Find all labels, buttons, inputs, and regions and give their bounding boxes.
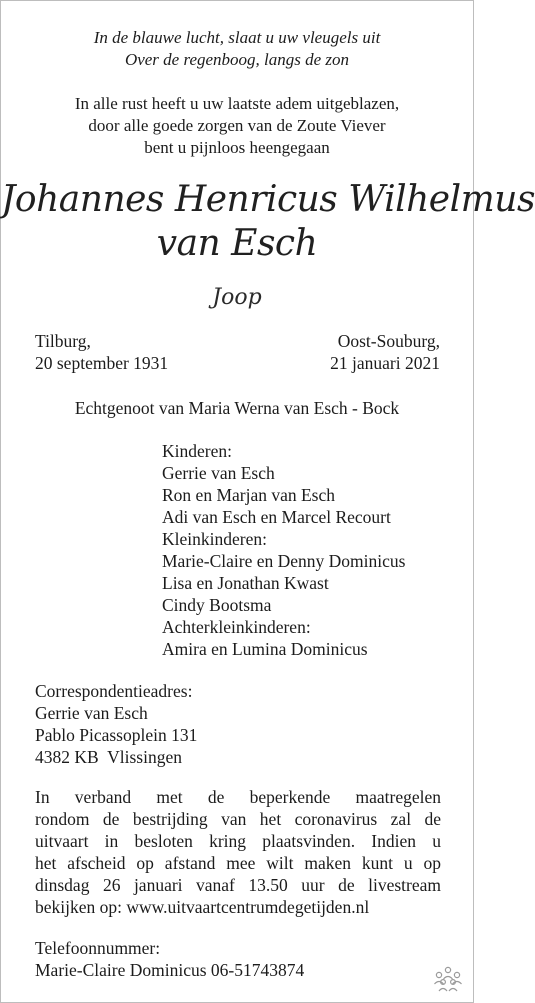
notice-line: dinsdag 26 januari vanaf 13.50 uur de livestream: [35, 875, 441, 895]
family-line: Marie-Claire en Denny Dominicus: [162, 551, 406, 571]
phone-info: [35, 937, 304, 981]
birth-place: Tilburg,: [35, 331, 91, 351]
notice-line: bekijken op: www.uitvaartcentrumdegetijden.nl: [35, 897, 370, 917]
people-group-icon: [431, 966, 465, 994]
deceased-name: [1, 178, 535, 266]
intro-line-1: In alle rust heeft u uw laatste adem uitgeblazen,: [74, 94, 400, 113]
intro-line-2: door alle goede zorgen van de Zoute Viever: [88, 116, 386, 135]
deceased-name-line-1: Johannes Henricus Wilhelmus: [1, 179, 535, 220]
correspondence-address: [35, 680, 197, 768]
family-line: Cindy Bootsma: [162, 595, 272, 615]
family-line: Kleinkinderen:: [162, 529, 267, 549]
nickname: Joop: [212, 285, 262, 310]
death-place: Oost-Souburg,: [337, 331, 440, 351]
correspondence-street: Pablo Picassoplein 131: [35, 725, 198, 745]
death-info: [330, 330, 440, 374]
phone-line: Marie-Claire Dominicus 06-51743874: [35, 960, 305, 980]
funeral-notice: [35, 786, 441, 918]
spouse-line: Echtgenoot van Maria Werna van Esch - Bock: [74, 398, 400, 418]
intro-text: [1, 93, 473, 159]
correspondence-heading: Correspondentieadres:: [35, 681, 193, 701]
phone-heading: Telefoonnummer:: [35, 938, 161, 958]
deceased-name-line-2: van Esch: [156, 223, 318, 264]
family-line: Ron en Marjan van Esch: [162, 485, 336, 505]
death-date: 21 januari 2021: [330, 353, 440, 373]
family-line: Gerrie van Esch: [162, 463, 275, 483]
poem-line-1: In de blauwe lucht, slaat u uw vleugels uit: [93, 28, 381, 47]
family-list: [162, 440, 405, 660]
correspondence-city: 4382 KB Vlissingen: [35, 747, 182, 767]
family-line: Kinderen:: [162, 441, 232, 461]
family-line: Lisa en Jonathan Kwast: [162, 573, 329, 593]
intro-line-3: bent u pijnloos heengegaan: [144, 138, 330, 157]
birth-date: 20 september 1931: [35, 353, 169, 373]
family-line: Amira en Lumina Dominicus: [162, 639, 368, 659]
notice-line: uitvaart in besloten kring plaatsvinden. Indien u: [35, 831, 441, 851]
notice-line: het afscheid op afstand mee wilt maken kunt u op: [35, 853, 441, 873]
poem: [1, 27, 473, 71]
correspondence-name: Gerrie van Esch: [35, 703, 148, 723]
poem-line-2: Over de regenboog, langs de zon: [124, 50, 350, 69]
notice-line: rondom de bestrijding van het coronavirus zal de: [35, 809, 441, 829]
birth-info: [35, 330, 168, 374]
notice-line: In verband met de beperkende maatregelen: [35, 787, 441, 807]
family-line: Achterkleinkinderen:: [162, 617, 311, 637]
family-line: Adi van Esch en Marcel Recourt: [162, 507, 391, 527]
